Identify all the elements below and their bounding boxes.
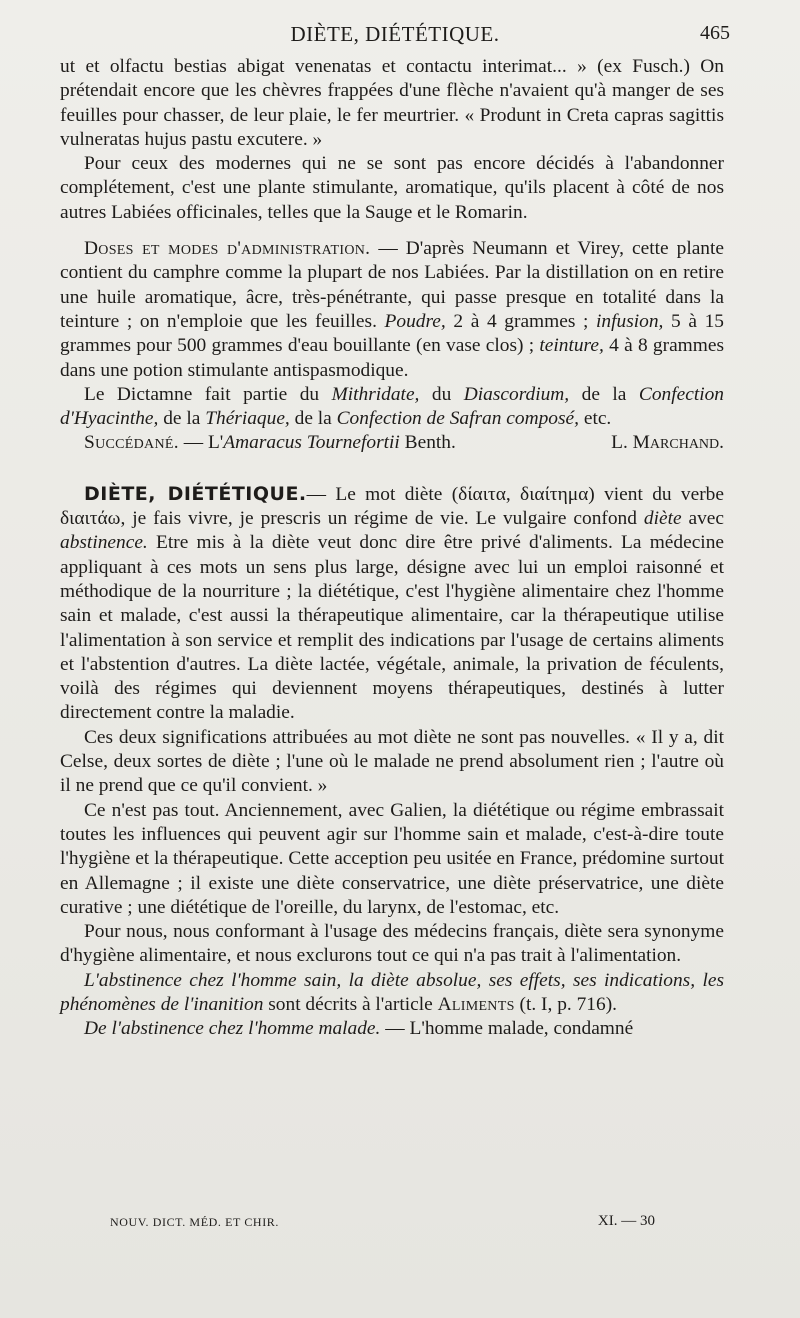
term-infusion: infusion,: [596, 310, 664, 332]
text-run: Le Dictamne fait partie du: [84, 383, 332, 405]
term-abstinence-malade: De l'abstinence chez l'homme malade.: [84, 1018, 381, 1040]
paragraph-doses: [60, 237, 724, 383]
text-run: sont décrits à l'article: [263, 993, 438, 1015]
entry-title: DIÈTE, DIÉTÉTIQUE.: [84, 482, 307, 505]
paragraph-dictamne: [60, 383, 724, 432]
text-run: (t. I, p. 716).: [514, 993, 617, 1015]
term-poudre: Poudre,: [384, 310, 446, 332]
footer-signature: XI. — 30: [597, 1213, 655, 1229]
text-run: du: [419, 383, 464, 405]
footer-abbreviation: NOUV. DICT. MÉD. ET CHIR.: [110, 1215, 280, 1229]
text-run: — L'homme malade, condamné: [380, 1018, 634, 1040]
text-run: Benth.: [399, 432, 456, 454]
body-text: [60, 55, 724, 1042]
term-abstinence: abstinence.: [60, 532, 148, 554]
term-teinture: teinture,: [539, 335, 604, 357]
text-run: de la: [289, 408, 337, 430]
term-amaracus: Amaracus Tournefortii: [223, 432, 400, 454]
paragraph-2: Pour ceux des modernes qui ne se sont pas encore décidés à l'abandonner complétement, c'est une plante stimulante, aromatique, qu'ils placent à côté de nos autres Labiées officinales, telles que la Sauge et le Romarin.: [60, 153, 724, 223]
paragraph-abstinence-malade: [60, 1017, 724, 1041]
text-run: 5 à 15 grammes pour 500 grammes d'eau bouillante (en vase clos) ;: [60, 310, 724, 357]
paragraph-abstinence-sain: [60, 969, 724, 1018]
text-run: — L': [178, 432, 224, 454]
term-diete: diète: [643, 508, 682, 530]
term-theriaque: Thériaque,: [205, 408, 290, 430]
term-safran: Confection de Safran composé,: [336, 408, 579, 430]
text-run: 4 à 8 grammes dans une potion stimulante antispasmodique.: [60, 335, 724, 381]
paragraph-celse: Ces deux significations attribuées au mot diète ne sont pas nouvelles. « Il y a, dit Celse, deux sortes de diète ; l'une où le malade ne prend absolument rien ; l'autre où il ne prend que ce qu'il convient. »: [60, 726, 724, 797]
author-signoff: L. Marchand.: [611, 432, 724, 454]
page-number: 465: [700, 22, 730, 44]
term-aliments: Aliments: [437, 993, 515, 1015]
page-footer: [110, 1213, 655, 1235]
paragraph-diete-entry: [60, 482, 724, 726]
paragraph-pour-nous: Pour nous, nous conformant à l'usage des médecins français, diète sera synonyme d'hygiène alimentaire, et nous exclurons tout ce qui n'a pas trait à l'alimentation.: [60, 921, 724, 967]
text-run: — D'après Neumann et Virey, cette plante contient du camphre comme la plupart de nos Labiées. Par la distillation on en retire une huile aromatique, âcre, très-pénétrante, qui passe presque en totalité dans la teinture ; on n'emploie que les feuilles.: [60, 238, 724, 332]
term-hyacinthe: Confection d'Hyacinthe,: [60, 383, 724, 430]
paragraph-succedane: [60, 431, 724, 455]
text-run: etc.: [578, 408, 612, 430]
text-run: de la: [158, 408, 206, 430]
paragraph-galien: Ce n'est pas tout. Anciennement, avec Galien, la diététique ou régime embrassait toutes les influences qui peuvent agir sur l'homme sain et malade, c'est-à-dire toute l'hygiène et la thérapeutique. Cette acception peu usitée en France, prédomine surtout en Allemagne ; il existe une diète conservatrice, une diète préservatrice, une diète curative ; une diététique de l'oreille, du larynx, de l'estomac, etc.: [60, 799, 724, 918]
text-run: 2 à 4 grammes ;: [445, 310, 597, 332]
running-title: DIÈTE, DIÉTÉTIQUE.: [290, 22, 500, 46]
text-run: de la: [569, 383, 639, 405]
text-run: Etre mis à la diète veut donc dire être privé d'aliments. La médecine appliquant à ces mots un sens plus large, désigne avec lui un emploi raisonné et méthodique de la nourriture ; la diététique, c'est l'hygiène alimentaire chez l'homme sain et malade, c'est aussi la thérapeutique alimentaire, car la thérapeutique utilise l'alimentation à son service et remplit des indications par l'usage de certains aliments et l'abstention d'autres. La diète lactée, végétale, animale, la privation de féculents, voilà des régimes qui deviennent moyens thérapeutiques, destinés à lutter directement contre la maladie.: [60, 532, 724, 724]
term-mithridate: Mithridate,: [331, 383, 420, 405]
section-lead-doses: Doses et modes d'administration.: [84, 238, 371, 260]
section-lead-succedane: Succédané.: [84, 432, 179, 454]
paragraph-1: ut et olfactu bestias abigat venenatas et contactu interimat... » (ex Fusch.) On prétendait encore que les chèvres frappées d'une flèche n'avaient qu'à manger de ses feuilles pour chasser, de leur plaie, le fer meurtrier. « Produnt in Creta capras sagittis vulneratas hujus pastu excutere. »: [60, 56, 724, 150]
text-run: avec: [681, 508, 725, 530]
term-abstinence-sain: L'abstinence chez l'homme sain, la diète absolue, ses effets, ses indications, les phénomènes de l'inanition: [60, 969, 724, 1015]
page-header: [60, 22, 730, 52]
term-diascordium: Diascordium,: [463, 383, 570, 405]
text-run: — Le mot diète (δίαιτα, διαίτημα) vient du verbe διαιτάω, je fais vivre, je prescris un régime de vie. Le vulgaire confond: [60, 483, 724, 530]
